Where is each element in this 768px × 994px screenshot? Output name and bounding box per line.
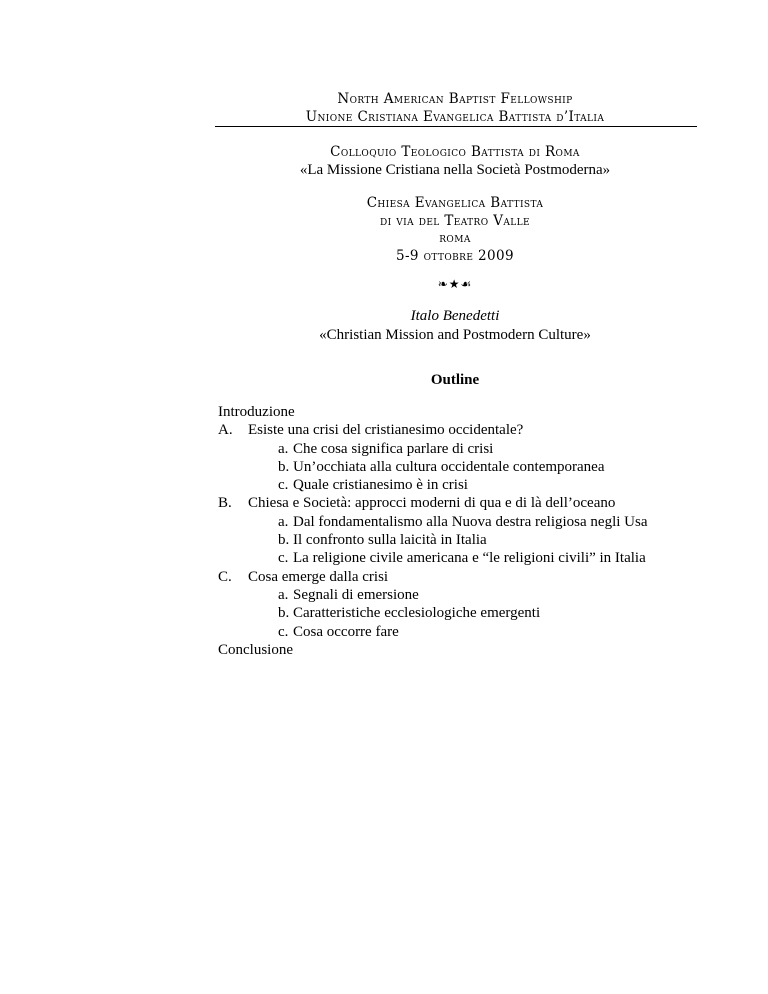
date-days: 5-9 xyxy=(395,247,419,264)
talk-title: «Christian Mission and Postmodern Culture» xyxy=(319,327,591,343)
talk-block xyxy=(215,307,695,345)
date-month: ottobre xyxy=(423,247,474,264)
venue-date xyxy=(215,248,695,266)
venue-street: di via del Teatro Valle xyxy=(380,212,530,229)
ornament-divider: ❧★☙ xyxy=(437,277,473,291)
author-name: Italo Benedetti xyxy=(410,308,500,324)
header-divider xyxy=(215,126,697,127)
venue-city: roma xyxy=(439,230,471,246)
outline-heading: Outline xyxy=(430,372,480,388)
colloquium-title: Colloquio Teologico Battista di Roma xyxy=(330,144,580,160)
colloquium-subtitle: «La Missione Cristiana nella Società Postmoderna» xyxy=(299,162,611,178)
organizations-header xyxy=(215,90,695,126)
venue-block xyxy=(215,195,695,265)
org-line-2: Unione Cristiana Evangelica Battista d’Italia xyxy=(305,109,605,125)
org-line-1: North American Baptist Fellowship xyxy=(337,91,573,107)
venue-church: Chiesa Evangelica Battista xyxy=(366,195,544,211)
date-year: 2009 xyxy=(478,247,515,264)
colloquium-block xyxy=(215,143,695,179)
document-page: North American Baptist Fellowship Unione Cristiana Evangelica Battista d’Italia Colloquio Teologico Battista di Roma «La Missione Cristiana nella Società Postmoderna» Chiesa Evangelica Battista di via del Teatro Valle roma 5-9 ottobre 2009 ❧★☙ Italo Benedetti «Christian Mission and Postmodern Culture» Outline Introduzione A. Esiste una crisi del cristianesimo occidentale? a. Che cosa significa parlare di crisi b. Un’occhiata alla cultura occidentale contemporanea c. Quale cristianesimo è in crisi B. Chiesa e Società: approcci moderni di qua e di là dell’oceano a. Dal fondamentalismo alla Nuova destra religiosa negli Usa b. Il confronto sulla laicità in Italia c. La religione civile americana e “le religioni civili” in Italia C. Cosa emerge dalla crisi a. Segnali di emersione b. Caratteristiche ecclesiologiche emergenti c. Cosa occorre fare Conclusione xyxy=(0,0,768,994)
